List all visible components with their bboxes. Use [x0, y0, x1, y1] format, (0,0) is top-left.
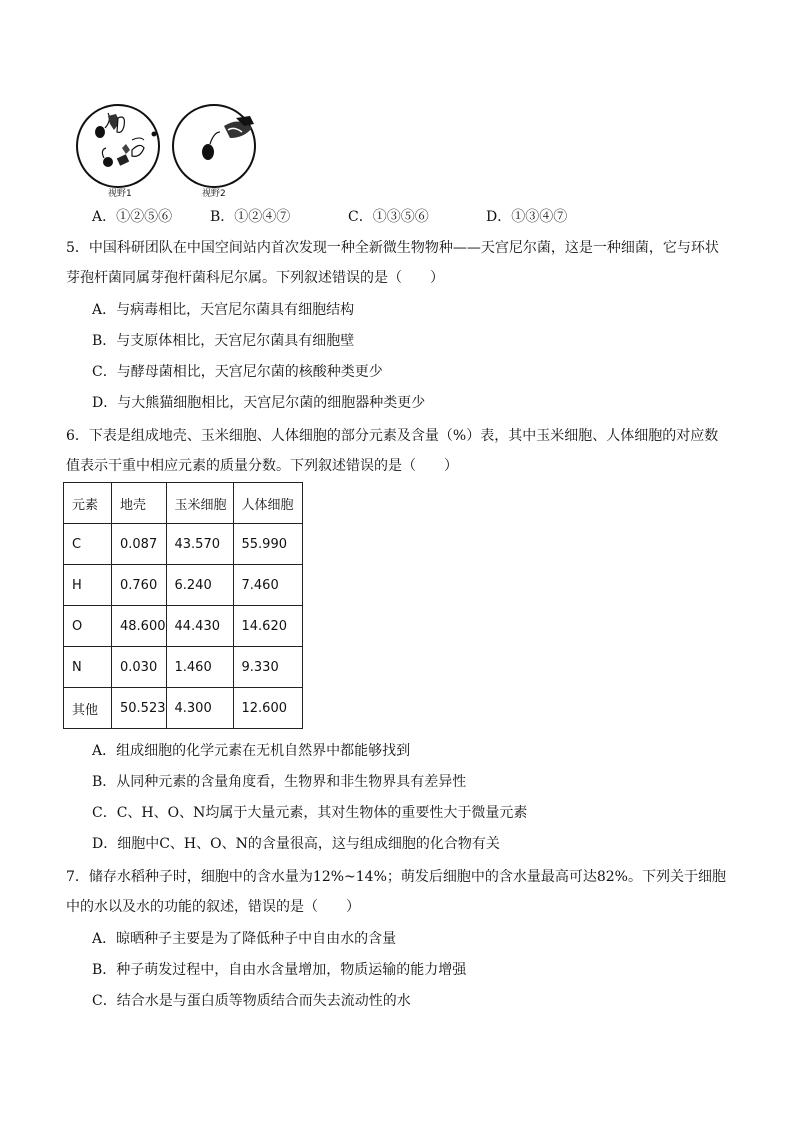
- q4-option-a[interactable]: A．①②⑤⑥: [92, 209, 173, 225]
- q4-option-b[interactable]: B．①②④⑦: [210, 209, 291, 225]
- q7-option-c[interactable]: C．结合水是与蛋白质等物质结合而失去流动性的水: [92, 993, 411, 1009]
- table-row: [64, 688, 303, 729]
- q6-option-a[interactable]: A．组成细胞的化学元素在无机自然界中都能够找到: [92, 743, 411, 759]
- table-cell: O: [64, 606, 112, 647]
- table-cell: 0.087: [112, 524, 167, 565]
- table-header-cell: 玉米细胞: [166, 483, 233, 524]
- field1-label: 视野1: [108, 189, 132, 199]
- q5-option-b[interactable]: B．与支原体相比，天宫尼尔菌具有细胞壁: [92, 333, 355, 349]
- table-cell: H: [64, 565, 112, 606]
- table-cell: 0.030: [112, 647, 167, 688]
- q7-option-a[interactable]: A．晾晒种子主要是为了降低种子中自由水的含量: [92, 931, 397, 947]
- table-header-row: [64, 483, 303, 524]
- q5-stem-line1: 5．中国科研团队在中国空间站内首次发现一种全新微生物物种——天宫尼尔菌，这是一种细菌，它与环状: [66, 240, 719, 256]
- q6-option-b[interactable]: B．从同种元素的含量角度看，生物界和非生物界具有差异性: [92, 774, 467, 790]
- table-cell: 1.460: [166, 647, 233, 688]
- question4-options: [92, 206, 612, 226]
- table-cell: 43.570: [166, 524, 233, 565]
- table-header-cell: 地壳: [112, 483, 167, 524]
- q5-option-c[interactable]: C．与酵母菌相比，天宫尼尔菌的核酸种类更少: [92, 364, 383, 380]
- table-cell: 其他: [64, 688, 112, 729]
- q5-stem-line2: 芽孢杆菌同属芽孢杆菌科尼尔属。下列叙述错误的是（ ）: [66, 270, 444, 286]
- q6-option-c[interactable]: C．C、H、O、N均属于大量元素，其对生物体的重要性大于微量元素: [92, 805, 528, 821]
- table-row: [64, 606, 303, 647]
- table-row: [64, 647, 303, 688]
- q7-option-b[interactable]: B．种子萌发过程中，自由水含量增加，物质运输的能力增强: [92, 962, 467, 978]
- table-cell: 0.760: [112, 565, 167, 606]
- q6-stem-line2: 值表示干重中相应元素的质量分数。下列叙述错误的是（ ）: [66, 458, 458, 474]
- table-cell: 50.523: [112, 688, 167, 729]
- microscope-figure: [74, 104, 264, 200]
- field2-label: 视野2: [202, 189, 226, 199]
- table-cell: C: [64, 524, 112, 565]
- table-cell: 55.990: [233, 524, 302, 565]
- q5-option-d[interactable]: D．与大熊猫细胞相比，天宫尼尔菌的细胞器种类更少: [92, 395, 426, 411]
- q4-option-d[interactable]: D．①③④⑦: [486, 209, 568, 225]
- q6-stem-line1: 6．下表是组成地壳、玉米细胞、人体细胞的部分元素及含量（%）表，其中玉米细胞、人体细胞的对应数: [66, 428, 719, 444]
- table-header-cell: 人体细胞: [233, 483, 302, 524]
- q6-option-d[interactable]: D．细胞中C、H、O、N的含量很高，这与组成细胞的化合物有关: [92, 836, 500, 852]
- microscope-fields-image: [74, 104, 264, 200]
- q4-option-c[interactable]: C．①③⑤⑥: [348, 209, 429, 225]
- q7-stem-line1: 7．储存水稻种子时，细胞中的含水量为12%~14%；萌发后细胞中的含水量最高可达82%。下列关于细胞: [66, 869, 726, 885]
- table-row: [64, 565, 303, 606]
- table-cell: 9.330: [233, 647, 302, 688]
- table-cell: 6.240: [166, 565, 233, 606]
- q5-option-a[interactable]: A．与病毒相比，天宫尼尔菌具有细胞结构: [92, 302, 355, 318]
- table-cell: 12.600: [233, 688, 302, 729]
- table-cell: 48.600: [112, 606, 167, 647]
- table-cell: N: [64, 647, 112, 688]
- q7-stem-line2: 中的水以及水的功能的叙述，错误的是（ ）: [66, 899, 360, 915]
- table-cell: 7.460: [233, 565, 302, 606]
- table-row: [64, 524, 303, 565]
- element-content-table: [63, 482, 303, 729]
- table-cell: 4.300: [166, 688, 233, 729]
- table-cell: 14.620: [233, 606, 302, 647]
- table-cell: 44.430: [166, 606, 233, 647]
- table-header-cell: 元素: [64, 483, 112, 524]
